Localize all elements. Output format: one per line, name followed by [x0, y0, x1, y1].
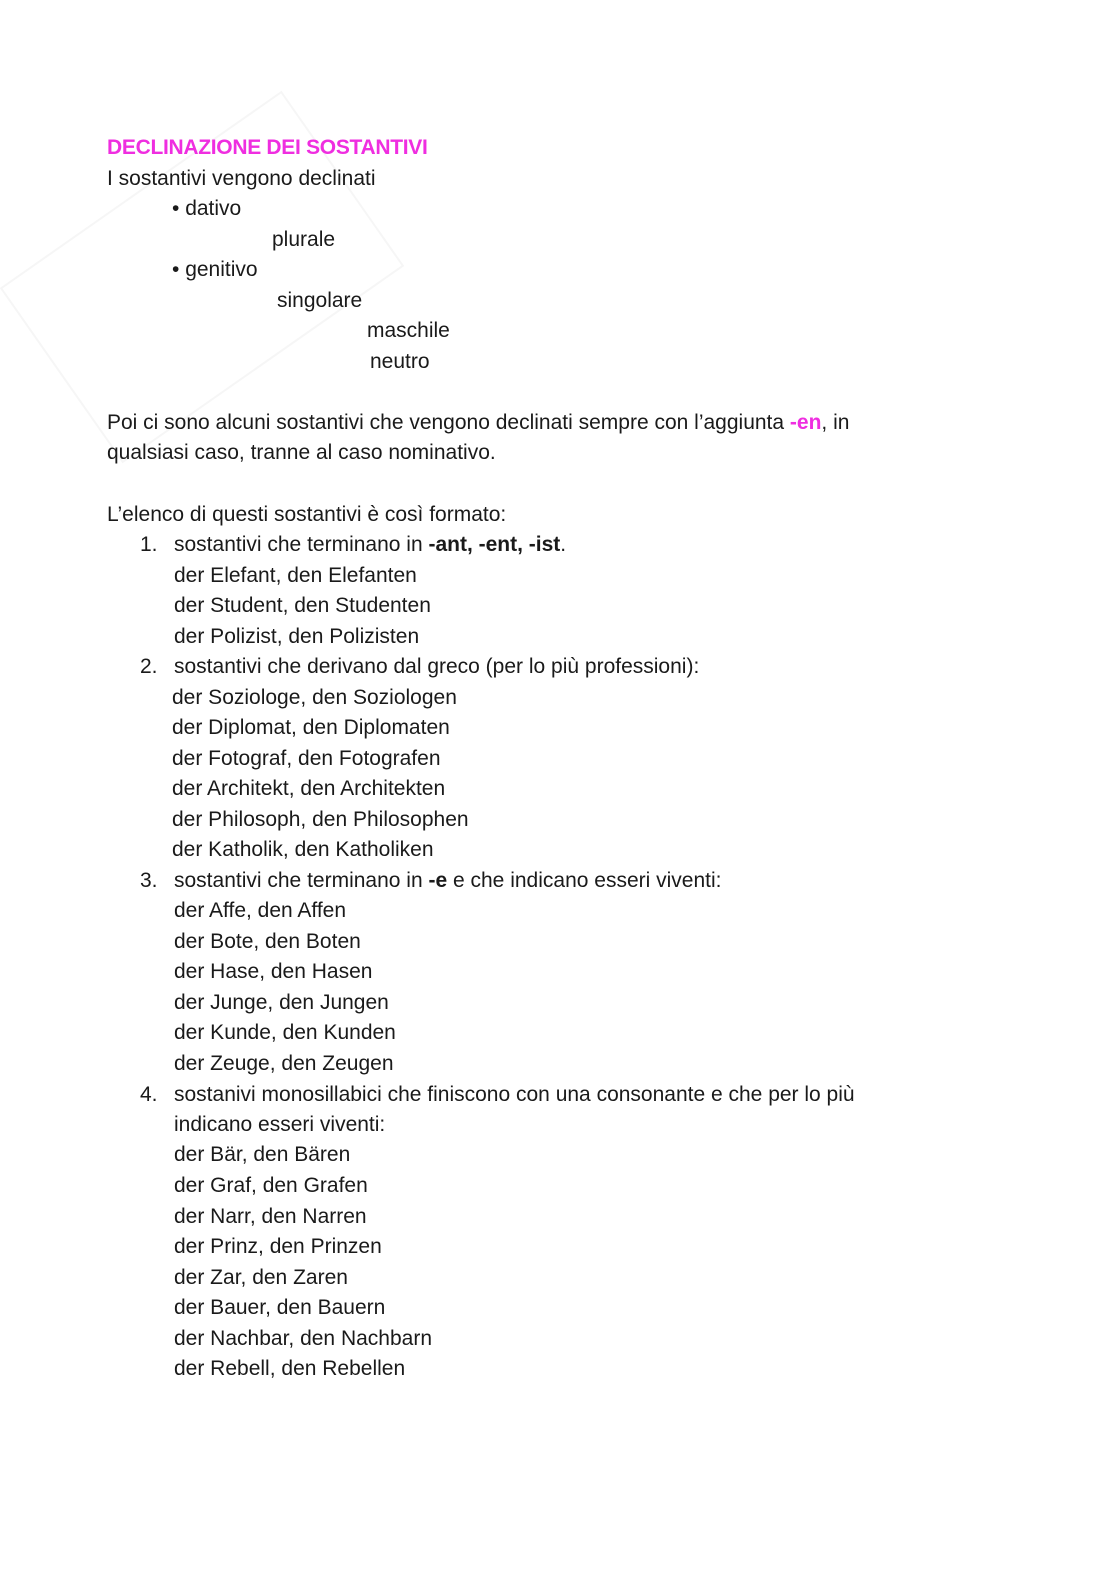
- example-line: der Rebell, den Rebellen: [174, 1357, 406, 1380]
- example-line: der Kunde, den Kunden: [174, 1021, 396, 1044]
- case-item-genitivo: [172, 255, 258, 285]
- example-line: der Katholik, den Katholiken: [172, 838, 434, 861]
- example-line: der Soziologe, den Soziologen: [172, 686, 457, 709]
- case-sub-plurale: plurale: [272, 228, 336, 251]
- paragraph-line: [107, 408, 849, 438]
- example-line: der Architekt, den Architekten: [172, 777, 446, 800]
- case-sub-singolare: singolare: [277, 289, 363, 312]
- example-line: der Junge, den Jungen: [174, 991, 389, 1014]
- example-line: der Graf, den Grafen: [174, 1174, 368, 1197]
- example-line: der Fotograf, den Fotografen: [172, 747, 441, 770]
- list-number: 4.: [140, 1083, 158, 1106]
- example-line: der Student, den Studenten: [174, 594, 431, 617]
- group-heading: sostanivi monosillabici che finiscono con una consonante e che per lo più: [174, 1083, 855, 1106]
- bullet-icon: •: [172, 258, 180, 281]
- example-line: der Nachbar, den Nachbarn: [174, 1327, 432, 1350]
- example-line: der Affe, den Affen: [174, 899, 347, 922]
- example-line: der Bär, den Bären: [174, 1143, 351, 1166]
- suffix-bold: -ant, -ent, -ist: [428, 533, 561, 556]
- case-sub-maschile: maschile: [367, 319, 450, 342]
- case-sub-neutro: neutro: [370, 350, 430, 373]
- paragraph-text: , in: [821, 411, 850, 434]
- example-line: der Diplomat, den Diplomaten: [172, 716, 450, 739]
- example-line: der Hase, den Hasen: [174, 960, 373, 983]
- list-number: 1.: [140, 533, 158, 556]
- list-intro: L’elenco di questi sostantivi è così formato:: [107, 503, 507, 526]
- case-item-dativo: [172, 194, 241, 224]
- suffix-highlight: -en: [789, 411, 822, 434]
- example-line: der Polizist, den Polizisten: [174, 625, 420, 648]
- example-line: der Bauer, den Bauern: [174, 1296, 386, 1319]
- group-heading-text: sostantivi che terminano in: [174, 533, 429, 556]
- example-line: der Zar, den Zaren: [174, 1266, 348, 1289]
- example-line: der Bote, den Boten: [174, 930, 361, 953]
- paragraph-text: Poi ci sono alcuni sostantivi che vengono declinati sempre con l’aggiunta: [107, 411, 790, 434]
- group-heading-text: e che indicano esseri viventi:: [447, 869, 722, 892]
- group-heading: [174, 866, 721, 896]
- case-label: genitivo: [185, 258, 258, 281]
- group-heading-text: .: [560, 533, 567, 556]
- page-title: DECLINAZIONE DEI SOSTANTIVI: [107, 136, 428, 159]
- intro-text: I sostantivi vengono declinati: [107, 167, 376, 190]
- case-label: dativo: [185, 197, 242, 220]
- example-line: der Philosoph, den Philosophen: [172, 808, 469, 831]
- example-line: der Zeuge, den Zeugen: [174, 1052, 394, 1075]
- bullet-icon: •: [172, 197, 180, 220]
- example-line: der Narr, den Narren: [174, 1205, 367, 1228]
- group-heading-text: sostantivi che terminano in: [174, 869, 429, 892]
- group-heading: [174, 530, 566, 560]
- example-line: der Elefant, den Elefanten: [174, 564, 417, 587]
- group-heading: indicano esseri viventi:: [174, 1113, 386, 1136]
- group-heading: sostantivi che derivano dal greco (per lo più professioni):: [174, 655, 700, 678]
- list-number: 3.: [140, 869, 158, 892]
- example-line: der Prinz, den Prinzen: [174, 1235, 382, 1258]
- suffix-bold: -e: [428, 869, 448, 892]
- list-number: 2.: [140, 655, 158, 678]
- paragraph-line: qualsiasi caso, tranne al caso nominativo.: [107, 441, 496, 464]
